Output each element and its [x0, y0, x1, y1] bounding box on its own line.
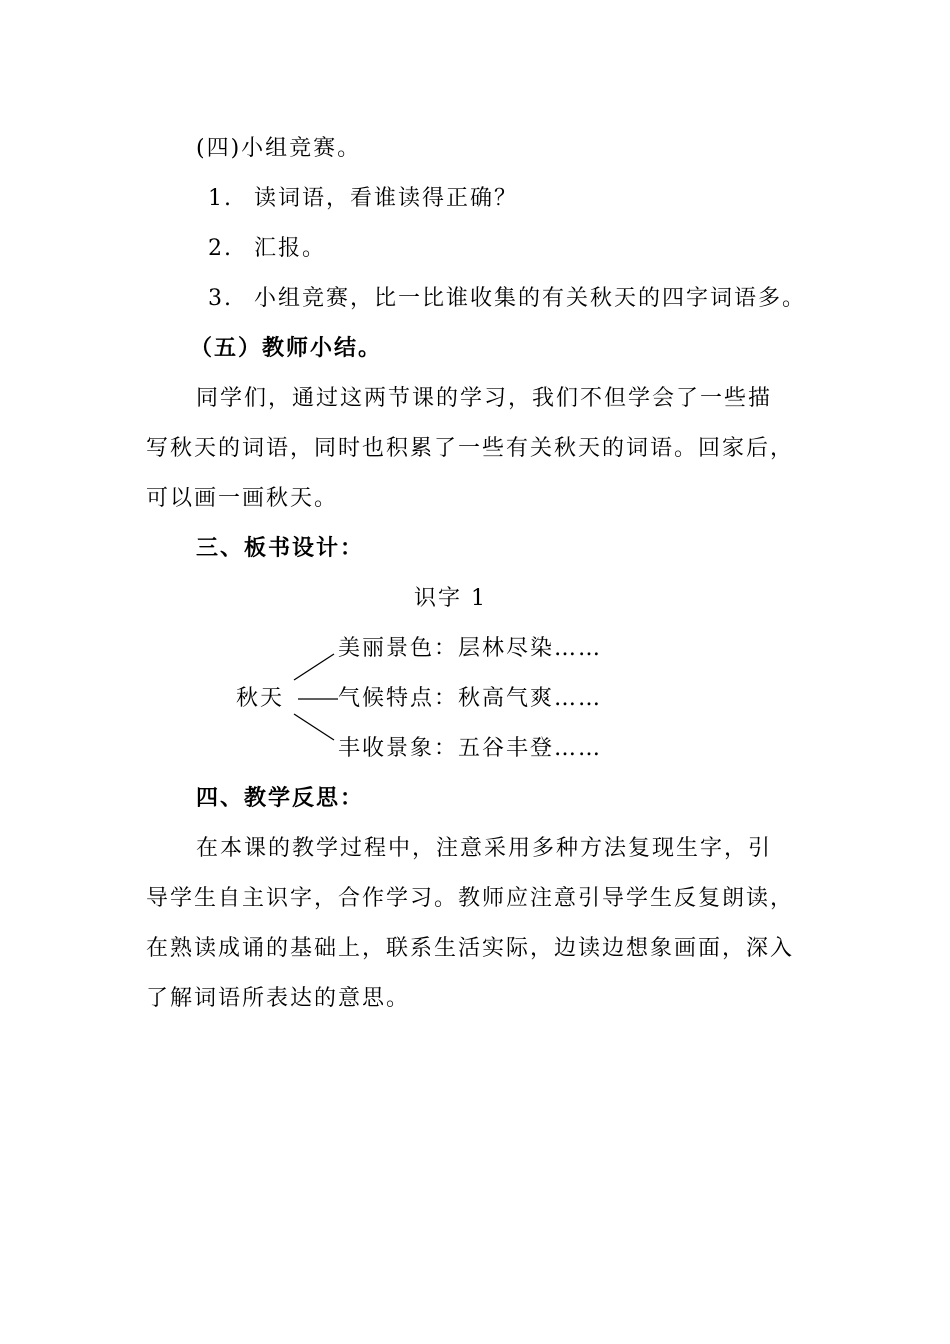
reflection-line-4: 了解词语所表达的意思。 [146, 986, 411, 1011]
list-number: 3. [208, 286, 233, 311]
list-number: 2. [208, 236, 233, 261]
board-root-autumn: 秋天 [236, 686, 285, 711]
connector-line-lower [294, 714, 334, 740]
board-branch-climate: 气候特点：秋高气爽…… [338, 686, 603, 711]
board-branch-beautiful-scenery: 美丽景色：层林尽染…… [338, 636, 603, 661]
connector-line-upper [294, 654, 334, 680]
section-heading-teacher-summary: （五）教师小结。 [190, 336, 383, 361]
reflection-line-2: 导学生自主识字，合作学习。教师应注意引导学生反复朗读， [146, 886, 795, 911]
list-number: 1. [208, 186, 233, 211]
section-heading-group-contest: (四)小组竞赛。 [196, 136, 362, 161]
list-text: 汇报。 [254, 236, 327, 261]
section-heading-board-design: 三、板书设计： [196, 536, 365, 561]
summary-line-3: 可以画一画秋天。 [146, 486, 339, 511]
reflection-line-1: 在本课的教学过程中，注意采用多种方法复现生字，引 [196, 836, 773, 861]
summary-line-2: 写秋天的词语，同时也积累了一些有关秋天的词语。回家后， [146, 436, 795, 461]
reflection-line-3: 在熟读成诵的基础上，联系生活实际，边读边想象画面，深入 [146, 936, 795, 961]
list-item-3 [208, 284, 806, 314]
list-text: 小组竞赛，比一比谁收集的有关秋天的四字词语多。 [254, 286, 807, 311]
summary-line-1: 同学们，通过这两节课的学习，我们不但学会了一些描 [196, 386, 773, 411]
list-text: 读词语，看谁读得正确？ [254, 186, 519, 211]
section-heading-reflection: 四、教学反思： [196, 786, 365, 811]
list-item-2 [208, 234, 326, 264]
board-branch-harvest: 丰收景象：五谷丰登…… [338, 736, 603, 761]
board-title: 识字 1 [414, 586, 487, 611]
list-item-1 [208, 184, 518, 214]
